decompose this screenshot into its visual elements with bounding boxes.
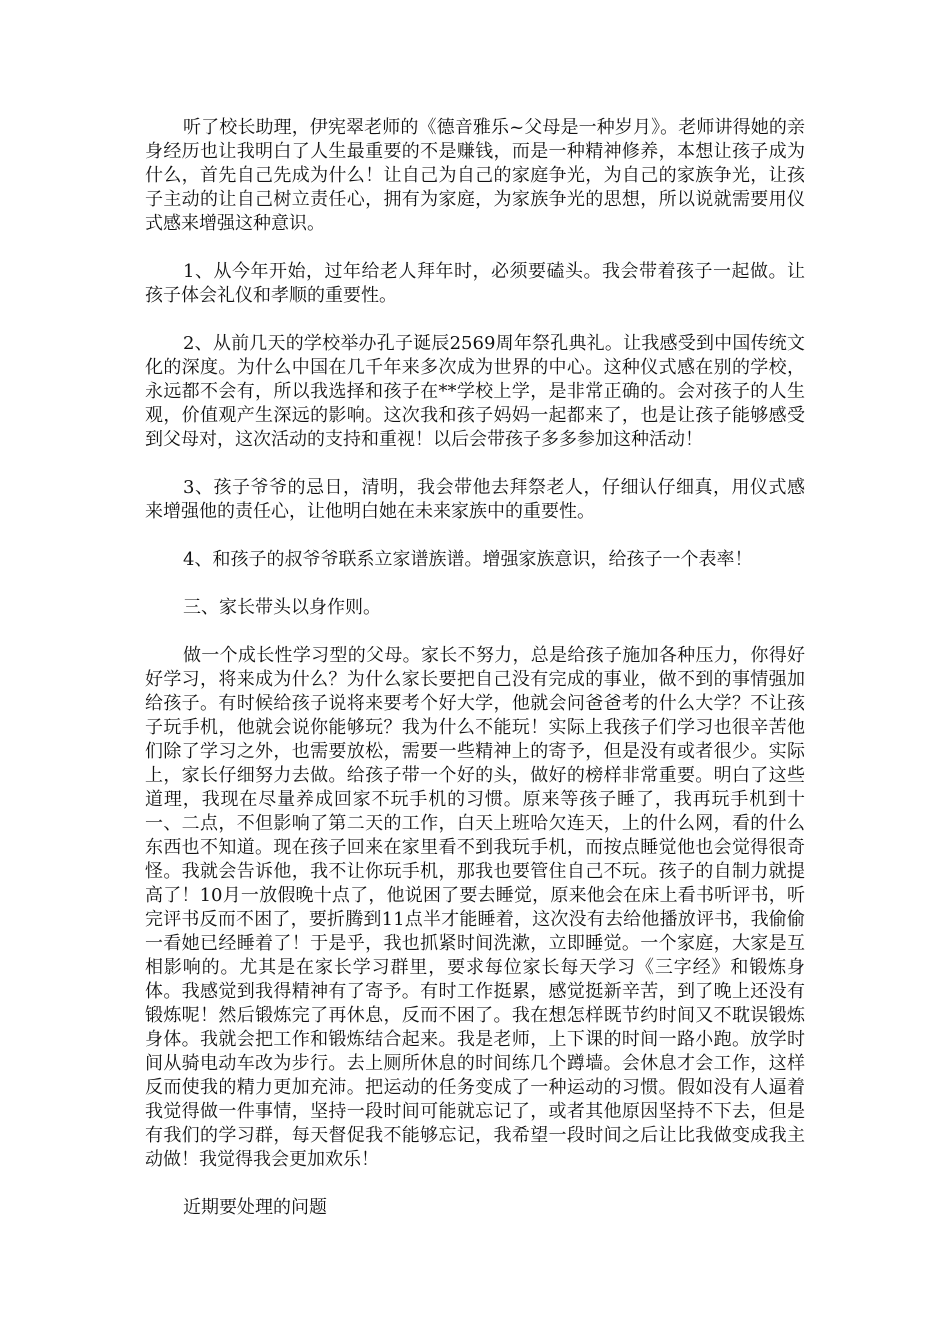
section-heading-3: 三、家长带头以身作则。 [183,597,381,618]
intro-paragraph: 听了校长助理，伊宪翠老师的《德音雅乐~父母是一种岁月》。老师讲得她的亲身经历也让我明白了人生最重要的不是赚钱，而是一种精神修养，本想让孩子成为什么，首先自己先成为什么！让自己为自己的家庭争光，为自己的家族争光，让孩子主动的让自己树立责任心，拥有为家庭，为家族争光的思想，所以说就需要用仪式感来增强这种意识。 [145,117,805,234]
document-page [145,116,805,1244]
list-item-1: 1、从今年开始，过年给老人拜年时，必须要磕头。我会带着孩子一起做。让孩子体会礼仪和孝顺的重要性。 [145,261,805,306]
closing-heading: 近期要处理的问题 [183,1197,327,1218]
body-paragraph: 做一个成长性学习型的父母。家长不努力，总是给孩子施加各种压力，你得好好学习，将来成为什么？为什么家长要把自己没有完成的事业，做不到的事情强加给孩子。有时候给孩子说将来要考个好大学，他就会问爸爸考的什么大学？不让孩子玩手机，他就会说你能够玩？我为什么不能玩！实际上我孩子们学习也很辛苦他们除了学习之外，也需要放松，需要一些精神上的寄予，但是没有或者很少。实际上，家长仔细努力去做。给孩子带一个好的头，做好的榜样非常重要。明白了这些道理，我现在尽量养成回家不玩手机的习惯。原来等孩子睡了，我再玩手机到十一、二点，不但影响了第二天的工作，白天上班哈欠连天，上的什么网，看的什么东西也不知道。现在孩子回来在家里看不到我玩手机，而按点睡觉他也会觉得很奇怪。我就会告诉他，我不让你玩手机，那我也要管住自己不玩。孩子的自制力就提高了！10月一放假晚十点了，他说困了要去睡觉，原来他会在床上看书听评书，听完评书反而不困了，要折腾到11点半才能睡着，这次没有去给他播放评书，我偷偷一看她已经睡着了！于是乎，我也抓紧时间洗漱，立即睡觉。一个家庭，大家是互相影响的。尤其是在家长学习群里，要求每位家长每天学习《三字经》和锻炼身体。我感觉到我得精神有了寄予。有时工作挺累，感觉挺新辛苦，到了晚上还没有锻炼呢！然后锻炼完了再休息，反而不困了。我在想怎样既节约时间又不耽误锻炼身体。我就会把工作和锻炼结合起来。我是老师，上下课的时间一路小跑。放学时间从骑电动车改为步行。去上厕所休息的时间练几个蹲墙。会休息才会工作，这样反而使我的精力更加充沛。把运动的任务变成了一种运动的习惯。假如没有人逼着我觉得做一件事情，坚持一段时间可能就忘记了，或者其他原因坚持不下去，但是有我们的学习群，每天督促我不能够忘记，我希望一段时间之后让比我做变成我主动做！我觉得我会更加欢乐！ [145,645,805,1170]
list-item-2: 2、从前几天的学校举办孔子诞辰2569周年祭孔典礼。让我感受到中国传统文化的深度。为什么中国在几千年来多次成为世界的中心。这种仪式感在别的学校，永远都不会有，所以我选择和孩子在**学校上学，是非常正确的。会对孩子的人生观，价值观产生深远的影响。这次我和孩子妈妈一起都来了，也是让孩子能够感受到父母对，这次活动的支持和重视！以后会带孩子多多参加这种活动！ [145,333,805,450]
list-item-4: 4、和孩子的叔爷爷联系立家谱族谱。增强家族意识，给孩子一个表率！ [183,549,753,570]
list-item-3: 3、孩子爷爷的忌日，清明，我会带他去拜祭老人，仔细认仔细真，用仪式感来增强他的责任心，让他明白她在未来家族中的重要性。 [145,477,805,522]
